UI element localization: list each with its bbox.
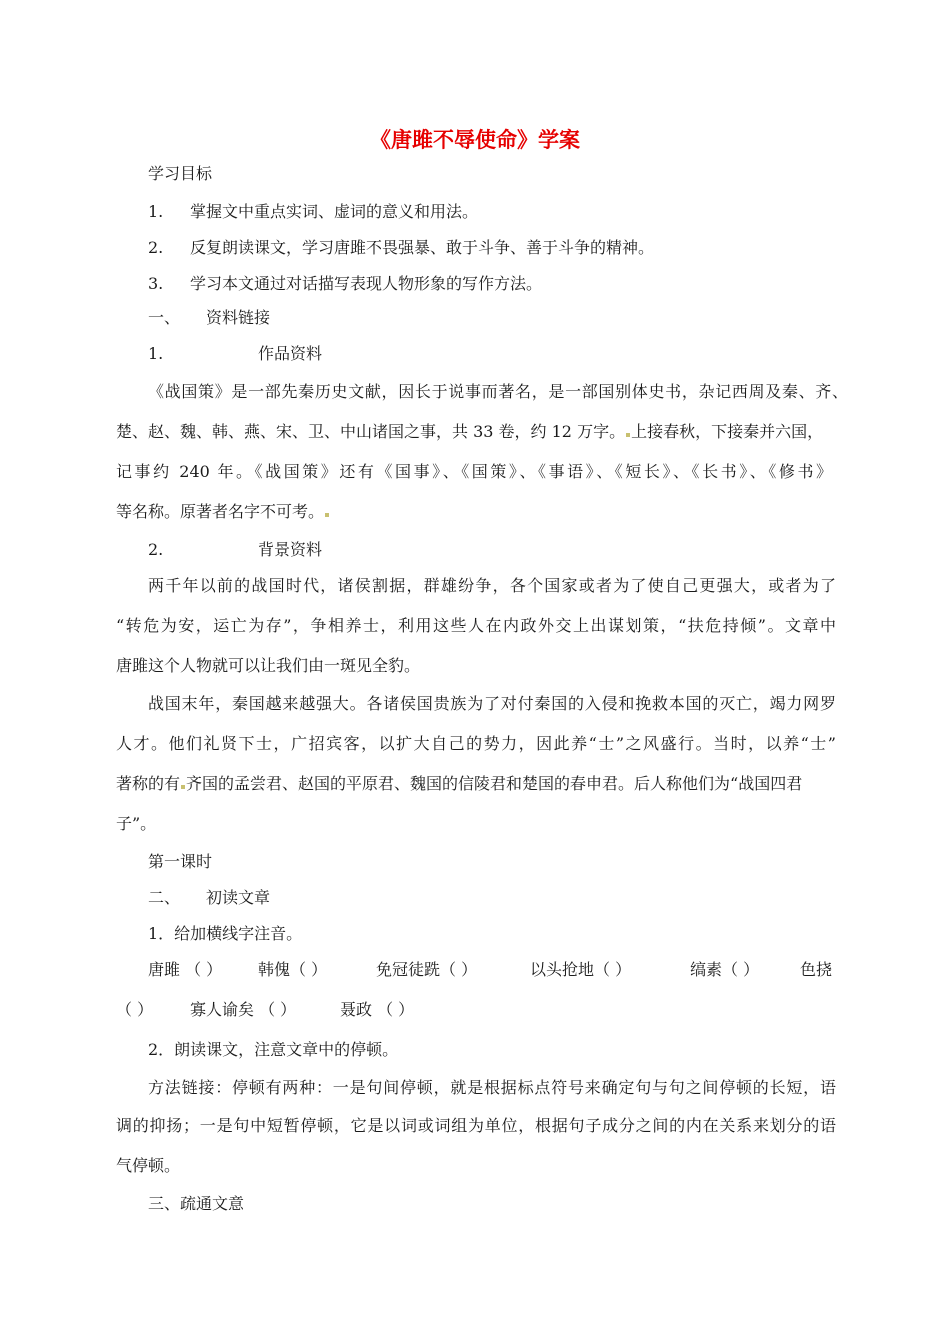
edit-mark-icon: [181, 785, 185, 789]
p1-line-2: 楚、赵、魏、韩、燕、宋、卫、中山诸国之事，共 33 卷，约 12 万字。 上接春秋，下接秦并六国，: [116, 422, 824, 441]
question-1: 1．给加横线字注音。: [148, 924, 303, 943]
word-item: 聂政 （ ）: [340, 1000, 415, 1019]
objective-item-2: 2. 反复朗读课文，学习唐雎不畏强暴、敢于斗争、善于斗争的精神。: [148, 238, 655, 257]
method-line-2: 调的抑扬；一是句中短暂停顿，它是以词或词组为单位，根据句子成分之间的内在关系来划分的语: [116, 1116, 836, 1135]
p1-line-3: 记事约 240 年。《战国策》还有《国事》、《国策》、《事语》、《短长》、《长书》、《修书》: [116, 462, 832, 481]
p3-line-4: 子”。: [116, 814, 157, 833]
edit-mark-icon: [626, 433, 630, 437]
word-item: 缟素（ ）: [690, 960, 760, 979]
word-item: 色挠: [800, 960, 833, 979]
edit-mark-icon: [325, 513, 329, 517]
word-item: （ ）: [116, 1000, 154, 1019]
p2-line-2: “转危为安，运亡为存”，争相养士，利用这些人在内政外交上出谋划策，“扶危持倾”。文章中: [116, 616, 836, 635]
p1-line-4: 等名称。原著者名字不可考。: [116, 502, 330, 522]
p2-line-1: 两千年以前的战国时代，诸侯割据，群雄纷争，各个国家或者为了使自己更强大，或者为了: [148, 576, 836, 595]
p3-line-3: 著称的有 齐国的孟尝君、赵国的平原君、魏国的信陵君和楚国的春申君。后人称他们为“战国四君: [116, 774, 803, 793]
section2-heading: 二、 初读文章: [148, 888, 271, 907]
lesson-heading: 第一课时: [148, 852, 213, 871]
word-item: 免冠徒跣（ ）: [376, 960, 478, 979]
objective-item-3: 3. 学习本文通过对话描写表现人物形象的写作方法。: [148, 274, 543, 293]
word-item: 韩傀（ ）: [258, 960, 328, 979]
p2-line-3: 唐雎这个人物就可以让我们由一斑见全豹。: [116, 656, 421, 675]
document-title: 《唐雎不辱使命》学案: [370, 128, 580, 152]
p1-line-1: 《战国策》是一部先秦历史文献，因长于说事而著名，是一部国别体史书，杂记西周及秦、齐、: [148, 382, 848, 401]
objective-item-1: 1. 掌握文中重点实词、虚词的意义和用法。: [148, 202, 479, 221]
method-line-3: 气停顿。: [116, 1156, 181, 1175]
section1-heading: 一、 资料链接: [148, 308, 271, 327]
question-2: 2．朗读课文，注意文章中的停顿。: [148, 1040, 399, 1059]
sub1-heading: 1. 作品资料: [148, 344, 323, 363]
word-item: 寡人谕矣 （ ）: [190, 1000, 297, 1019]
p3-line-2: 人才。他们礼贤下士，广招宾客，以扩大自己的势力，因此养“士”之风盛行。当时，以养“士”: [116, 734, 836, 753]
word-item: 唐雎 （ ）: [148, 960, 223, 979]
objectives-heading: 学习目标: [148, 164, 213, 183]
sub2-heading: 2. 背景资料: [148, 540, 323, 559]
word-item: 以头抢地（ ）: [530, 960, 632, 979]
method-line-1: 方法链接：停顿有两种：一是句间停顿，就是根据标点符号来确定句与句之间停顿的长短，语: [148, 1078, 836, 1097]
section3-heading: 三、疏通文意: [148, 1194, 245, 1213]
p3-line-1: 战国末年，秦国越来越强大。各诸侯国贵族为了对付秦国的入侵和挽救本国的灭亡，竭力网罗: [148, 694, 836, 713]
